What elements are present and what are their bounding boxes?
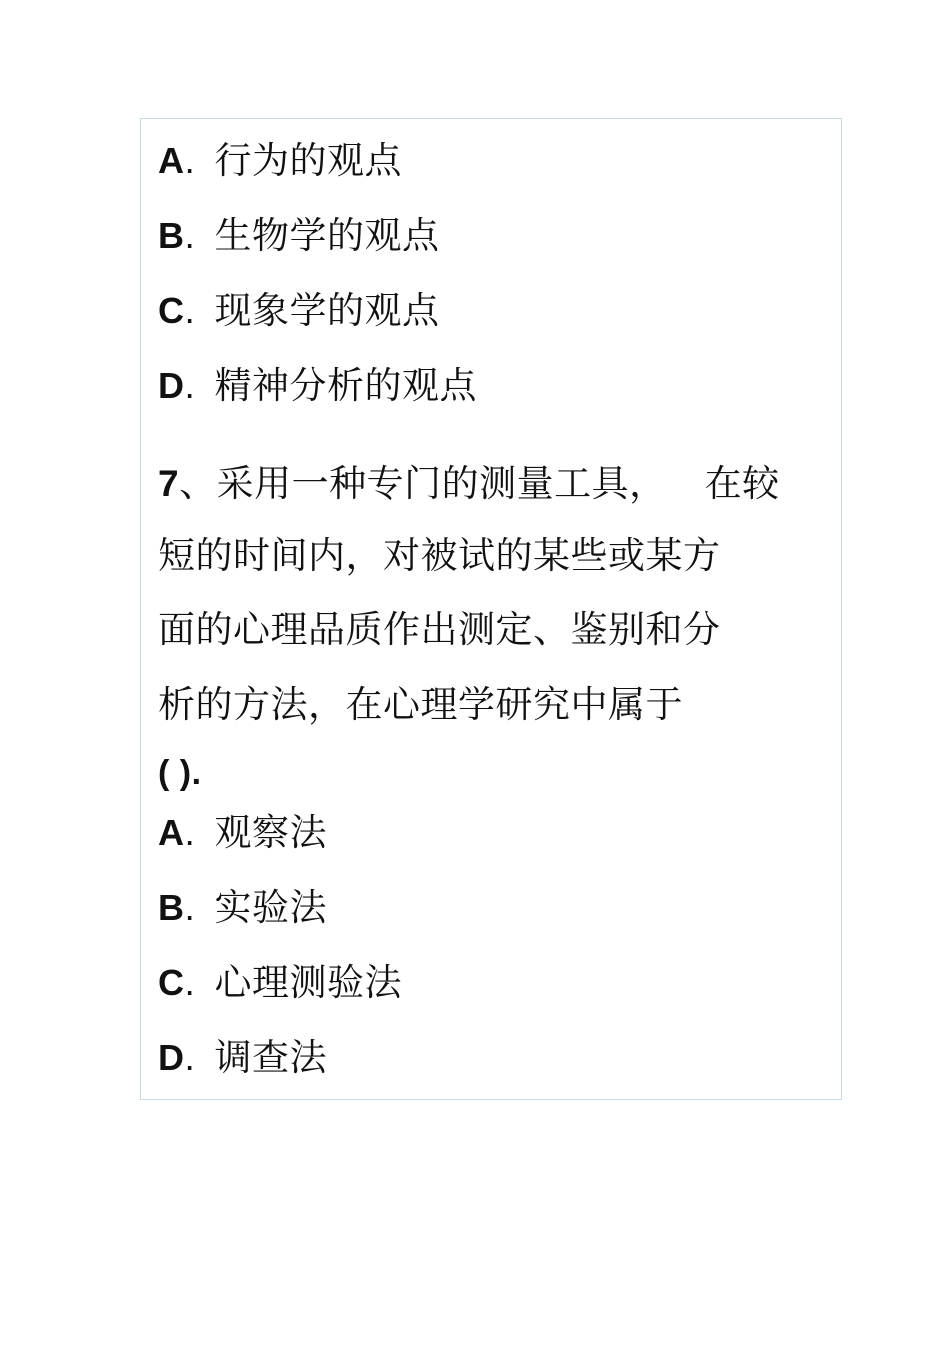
- option-text: 心理测验法: [214, 961, 402, 1004]
- option-b[interactable]: [158, 214, 440, 257]
- option-separator: .: [184, 887, 196, 928]
- option-separator: .: [184, 365, 196, 406]
- question-text-tail: 在较: [704, 462, 780, 505]
- option-text: 现象学的观点: [214, 289, 440, 332]
- question-text: 、采用一种专门的测量工具，: [179, 462, 667, 505]
- question-number: 7: [158, 463, 180, 504]
- option-separator: .: [184, 215, 196, 256]
- option-text: 生物学的观点: [214, 214, 440, 257]
- option-text: 调查法: [214, 1036, 327, 1079]
- option-separator: .: [184, 812, 196, 853]
- option-letter: C: [158, 962, 185, 1003]
- question-stem-line-3: 面的心理品质作出测定、鉴别和分: [158, 608, 721, 651]
- option-letter: D: [158, 1037, 185, 1078]
- option-d[interactable]: [158, 364, 477, 407]
- option-text: 观察法: [214, 811, 327, 854]
- option-letter: D: [158, 365, 185, 406]
- option-text: 实验法: [214, 886, 327, 929]
- option-c[interactable]: [158, 289, 440, 332]
- option-letter: B: [158, 215, 185, 256]
- option-letter: C: [158, 290, 185, 331]
- q7-option-c[interactable]: [158, 961, 402, 1004]
- question-stem-line-2: 短的时间内，对被试的某些或某方: [158, 534, 721, 577]
- option-text: 行为的观点: [214, 139, 402, 182]
- option-separator: .: [184, 290, 196, 331]
- question-stem-line-4: 析的方法，在心理学研究中属于: [158, 683, 683, 726]
- question-stem-line-1: [158, 462, 780, 505]
- option-separator: .: [184, 962, 196, 1003]
- q7-option-a[interactable]: [158, 811, 327, 854]
- option-letter: A: [158, 140, 185, 181]
- option-separator: .: [184, 1037, 196, 1078]
- option-a[interactable]: [158, 139, 402, 182]
- option-letter: B: [158, 887, 185, 928]
- answer-blank: ( ).: [158, 754, 202, 792]
- q7-option-d[interactable]: [158, 1036, 327, 1079]
- option-text: 精神分析的观点: [214, 364, 477, 407]
- q7-option-b[interactable]: [158, 886, 327, 929]
- option-letter: A: [158, 812, 185, 853]
- option-separator: .: [184, 140, 196, 181]
